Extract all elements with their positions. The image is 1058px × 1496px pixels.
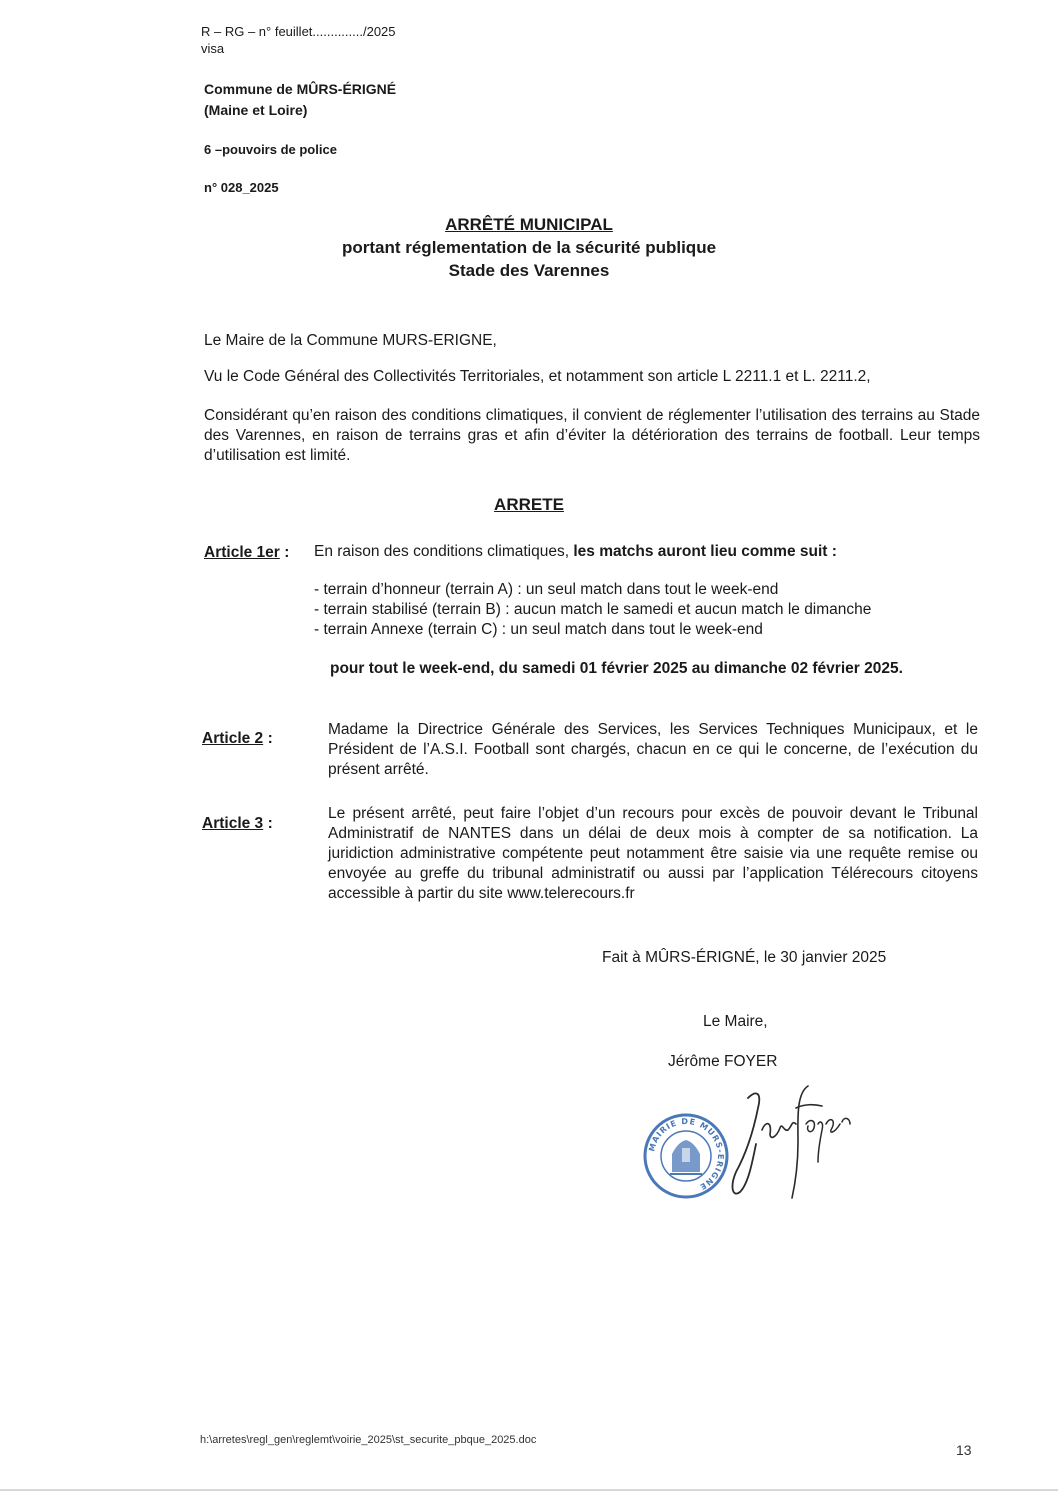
article-1-item-terrain-a: - terrain d’honneur (terrain A) : un seul match dans tout le week-end bbox=[314, 581, 779, 598]
file-path: h:\arretes\regl_gen\reglemt\voirie_2025\st_securite_pbque_2025.doc bbox=[200, 1434, 537, 1446]
handwritten-signature-icon bbox=[726, 1080, 856, 1205]
article-2-text: Madame la Directrice Générale des Services, les Services Techniques Municipaux, et le Président de l’A.S.I. Football sont chargés, chacun en ce qui le concerne, de l’exécution du présent arrêté. bbox=[328, 721, 978, 778]
signatory-role: Le Maire, bbox=[703, 1013, 768, 1030]
title-main: ARRÊTÉ MUNICIPAL bbox=[445, 215, 613, 234]
article-3-label: Article 3 bbox=[202, 815, 264, 832]
article-3-colon: : bbox=[267, 815, 273, 832]
seal-text: MAIRIE DE MURS-ERIGNE bbox=[647, 1116, 726, 1192]
article-3-text: Le présent arrêté, peut faire l’objet d’un recours pour excès de pouvoir devant le Tribunal Administratif de NANTES dans un délai de deux mois à compter de sa notification. La juridiction administrative compétente peut notamment être saisie via une requête remise ou envoyée au greffe du tribunal administratif ou aussi par l’application Télérecours citoyens accessible à partir du site www.telerecours.fr bbox=[328, 805, 978, 902]
commune-name: Commune de MÛRS-ÉRIGNÉ bbox=[204, 81, 397, 97]
article-1-intro bbox=[314, 542, 837, 562]
article-1-period: pour tout le week-end, du samedi 01 février 2025 au dimanche 02 février 2025. bbox=[330, 660, 903, 677]
title-location: Stade des Varennes bbox=[448, 261, 610, 280]
article-1-item-terrain-b: - terrain stabilisé (terrain B) : aucun match le samedi et aucun match le dimanche bbox=[314, 601, 872, 618]
article-1-heading bbox=[204, 544, 289, 562]
article-2-colon: : bbox=[267, 730, 273, 747]
article-1-colon: : bbox=[284, 544, 290, 561]
arrete-heading: ARRETE bbox=[494, 495, 564, 514]
article-1-intro-bold: les matchs auront lieu comme suit : bbox=[573, 543, 837, 560]
signatory-name: Jérôme FOYER bbox=[668, 1053, 778, 1070]
page-bottom-edge bbox=[0, 1489, 1058, 1491]
preamble-vu: Vu le Code Général des Collectivités Territoriales, et notamment son article L 2211.1 et L. 2211.2, bbox=[204, 368, 871, 385]
reference-line: R – RG – n° feuillet............../2025 bbox=[201, 24, 396, 39]
visa-label: visa bbox=[201, 41, 225, 56]
article-1-item-terrain-c: - terrain Annexe (terrain C) : un seul match dans tout le week-end bbox=[314, 621, 763, 638]
decree-number: n° 028_2025 bbox=[204, 180, 279, 195]
place-date: Fait à MÛRS-ÉRIGNÉ, le 30 janvier 2025 bbox=[602, 949, 887, 966]
article-1-label: Article 1er bbox=[204, 544, 280, 561]
article-3-heading bbox=[202, 815, 273, 833]
page-number: 13 bbox=[956, 1442, 972, 1458]
preamble-mayor: Le Maire de la Commune MURS-ERIGNE, bbox=[204, 332, 497, 349]
title-subject: portant réglementation de la sécurité publique bbox=[341, 238, 717, 257]
article-2-label: Article 2 bbox=[202, 730, 264, 747]
municipal-seal-icon bbox=[642, 1112, 730, 1200]
article-2-heading bbox=[202, 730, 273, 748]
article-1-intro-text: En raison des conditions climatiques, bbox=[314, 543, 570, 560]
preamble-considerant: Considérant qu’en raison des conditions climatiques, il convient de réglementer l’utilisation des terrains au Stade des Varennes, en raison de terrains gras et afin d’éviter la détérioration des terrains de football. Leur temps d’utilisation est limité. bbox=[204, 407, 980, 464]
category-label: 6 –pouvoirs de police bbox=[204, 142, 337, 157]
department-name: (Maine et Loire) bbox=[204, 102, 308, 118]
